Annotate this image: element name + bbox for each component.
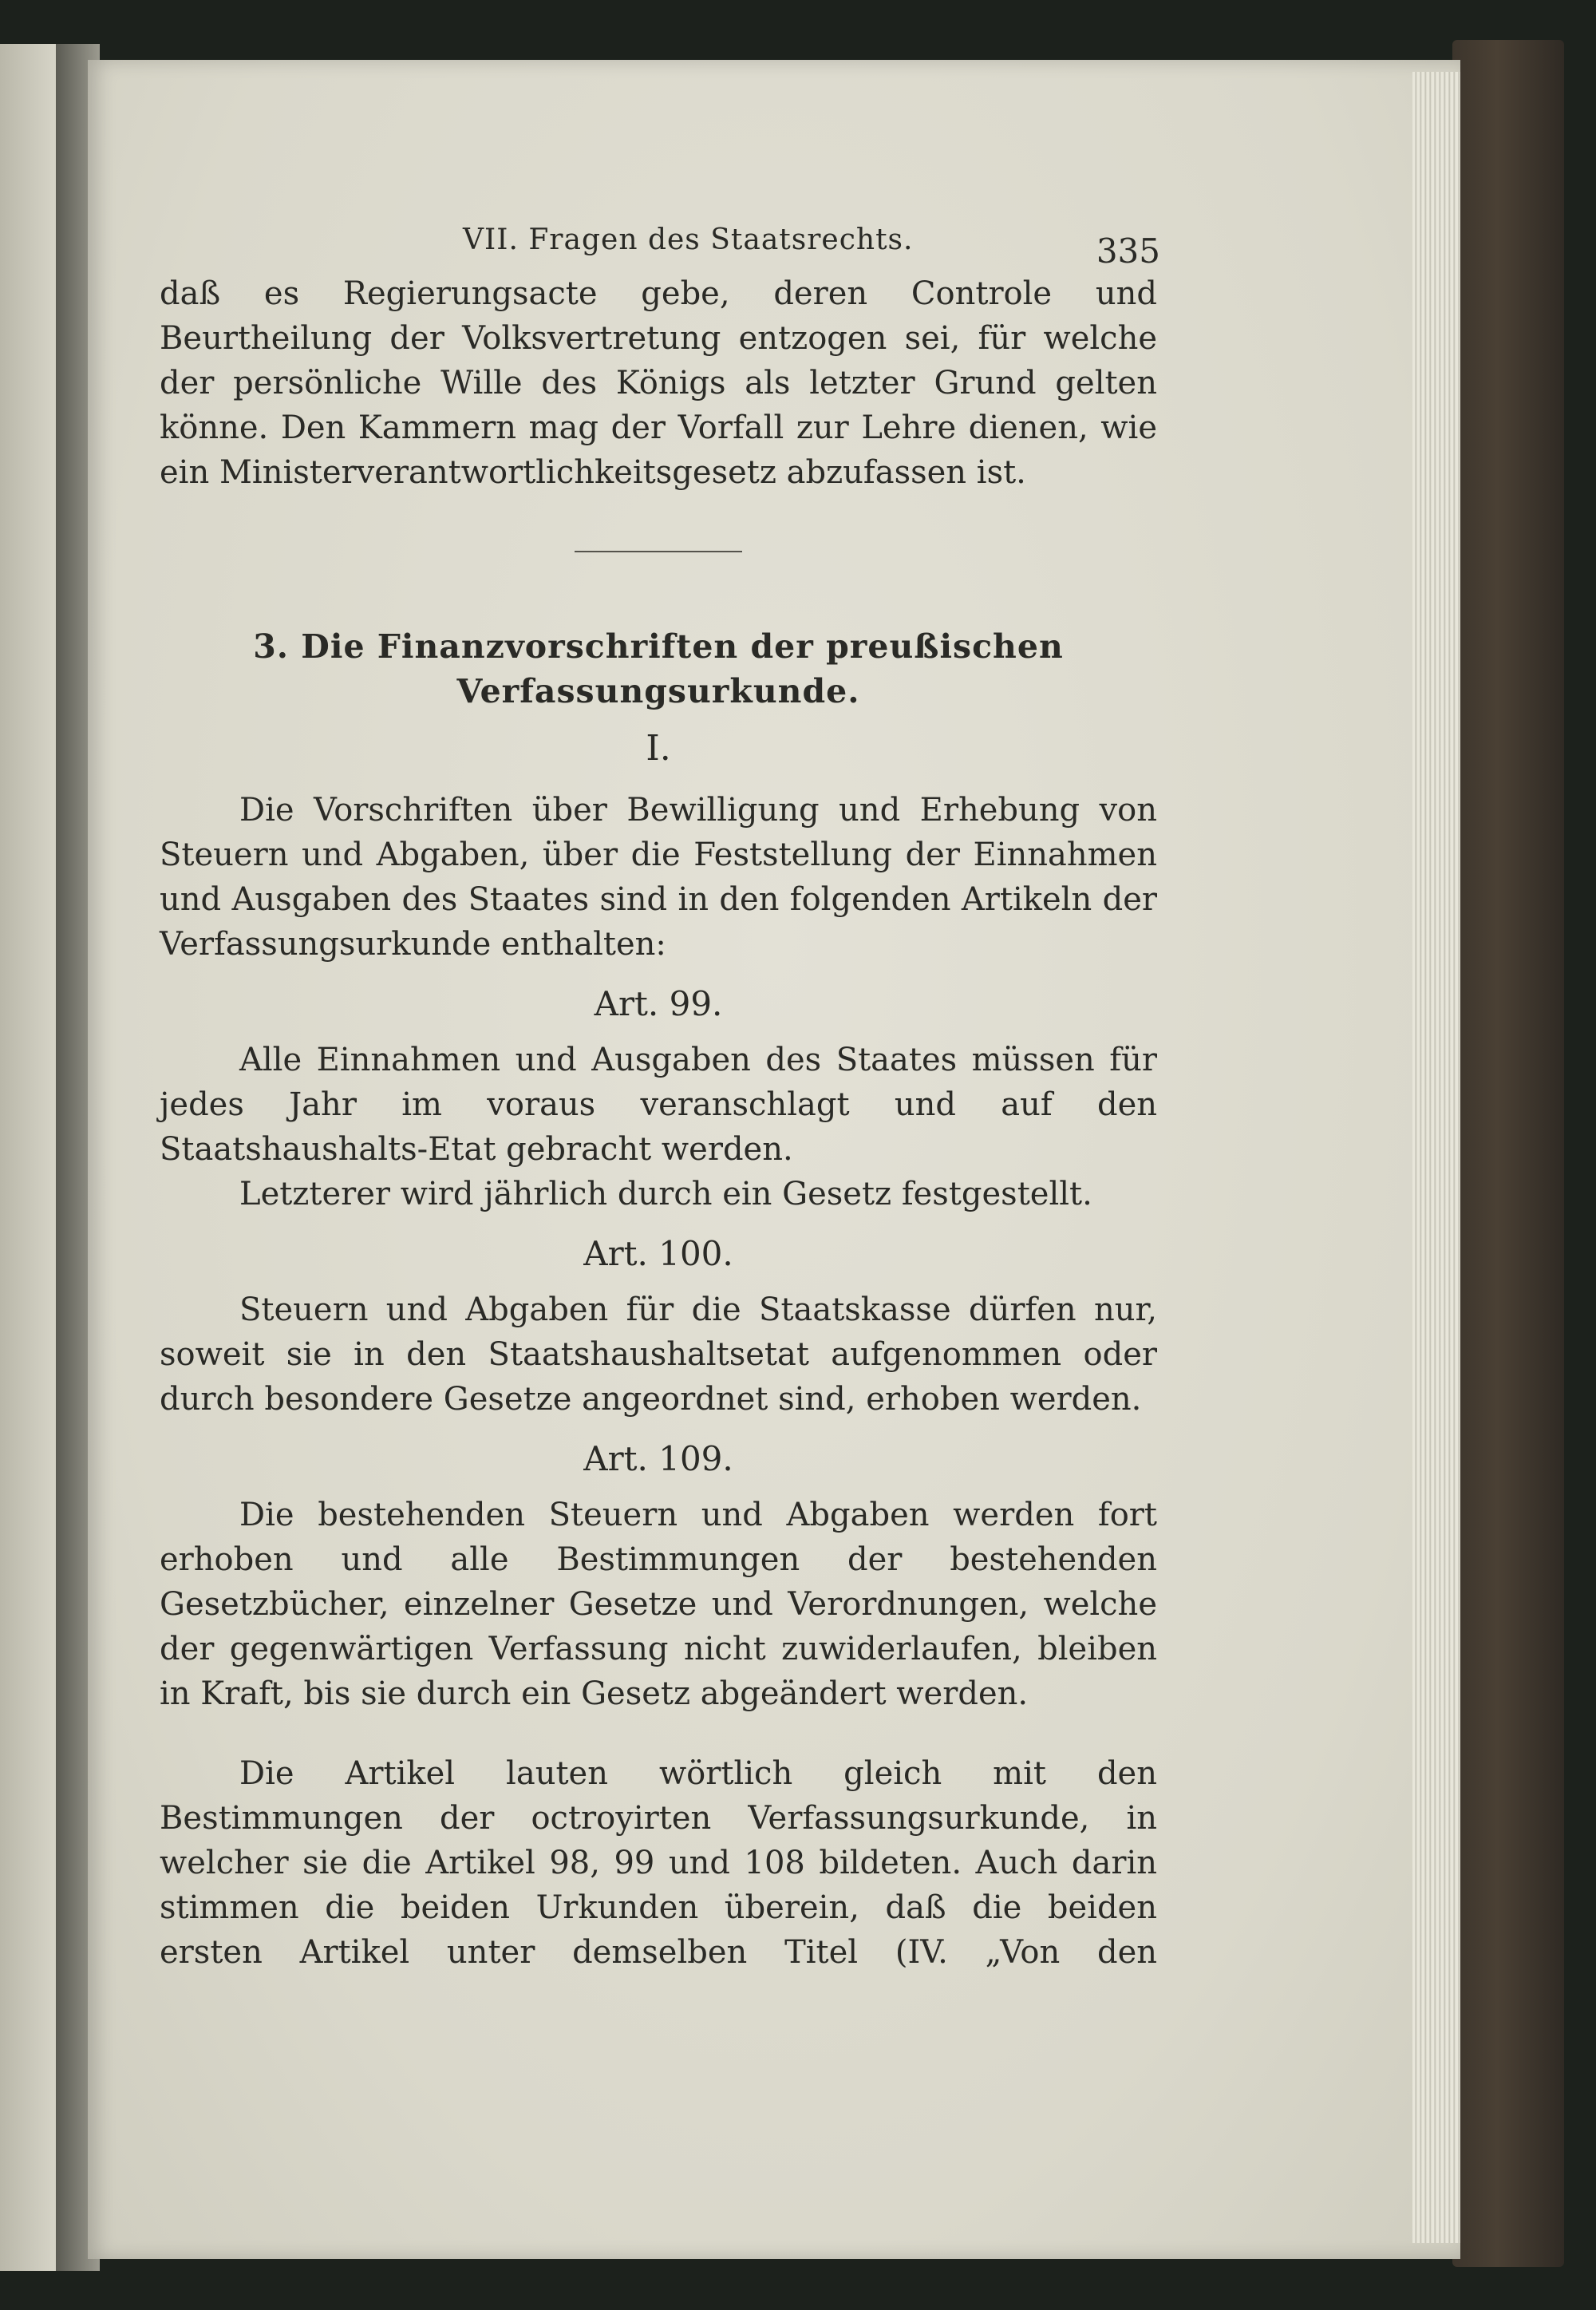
article-paragraph: Steuern und Abgaben für die Staatskasse dürfen nur, soweit sie in den Staatshaushaltsetat aufgenommen oder durch besondere Gesetze angeordnet sind, erhoben werden. [160,1291,1157,1418]
running-title: VII. Fragen des Staatsrechts. [463,223,914,256]
page-stack-edges [1412,72,1460,2243]
part-number: I. [646,728,671,769]
closing-paragraph: Die Artikel lauten wörtlich gleich mit den Bestimmungen der octroyirten Verfassungsurkunde, in welcher sie die Artikel 98, 99 und 108 bildeten. Auch darin stimmen die beiden Urkunden überein, daß die beiden ersten Artikel unter demselben Titel (IV. „Von den [160,1755,1157,1971]
lead-paragraph: Die Vorschriften über Bewilligung und Erhebung von Steuern und Abgaben, über die Feststellung der Einnahmen und Ausgaben des Staates sind in den folgenden Artikeln der Verfassungsurkunde enthalten: [160,792,1157,963]
section-heading: 3. Die Finanzvorschriften der preußischen Verfassungsurkunde. [253,627,1064,710]
running-head [160,216,1160,271]
article-paragraph: Die bestehenden Steuern und Abgaben werden fort erhoben und alle Bestimmungen der bestehenden Gesetzbücher, einzelner Gesetze und Verordnungen, welche der gegenwärtigen Verfassung nicht zuwiderlaufen, bleiben in Kraft, bis sie durch ein Gesetz abgeändert werden. [160,1497,1157,1712]
article-paragraph: Alle Einnahmen und Ausgaben des Staates müssen für jedes Jahr im voraus veranschlagt und auf den Staatshaushalts-Etat gebracht werden. [160,1042,1157,1168]
page-content [160,216,1160,1975]
page-number: 335 [1096,231,1160,271]
article-label: Art. 99. [594,984,723,1023]
paragraph-gap [160,1716,1157,1751]
article-label: Art. 100. [583,1234,733,1273]
section-divider [575,551,742,552]
intro-paragraph: daß es Regierungsacte gebe, deren Controle und Beurtheilung der Volksvertretung entzogen sei, für welche der persönliche Wille des Königs als letzter Grund gelten könne. Den Kammern mag der Vorfall zur Lehre dienen, wie ein Ministerverantwortlichkeitsgesetz abzufassen ist. [160,275,1157,491]
article-label: Art. 109. [583,1439,733,1478]
book-cover [1452,40,1564,2267]
article-paragraph: Letzterer wird jährlich durch ein Gesetz festgestellt. [239,1176,1092,1212]
